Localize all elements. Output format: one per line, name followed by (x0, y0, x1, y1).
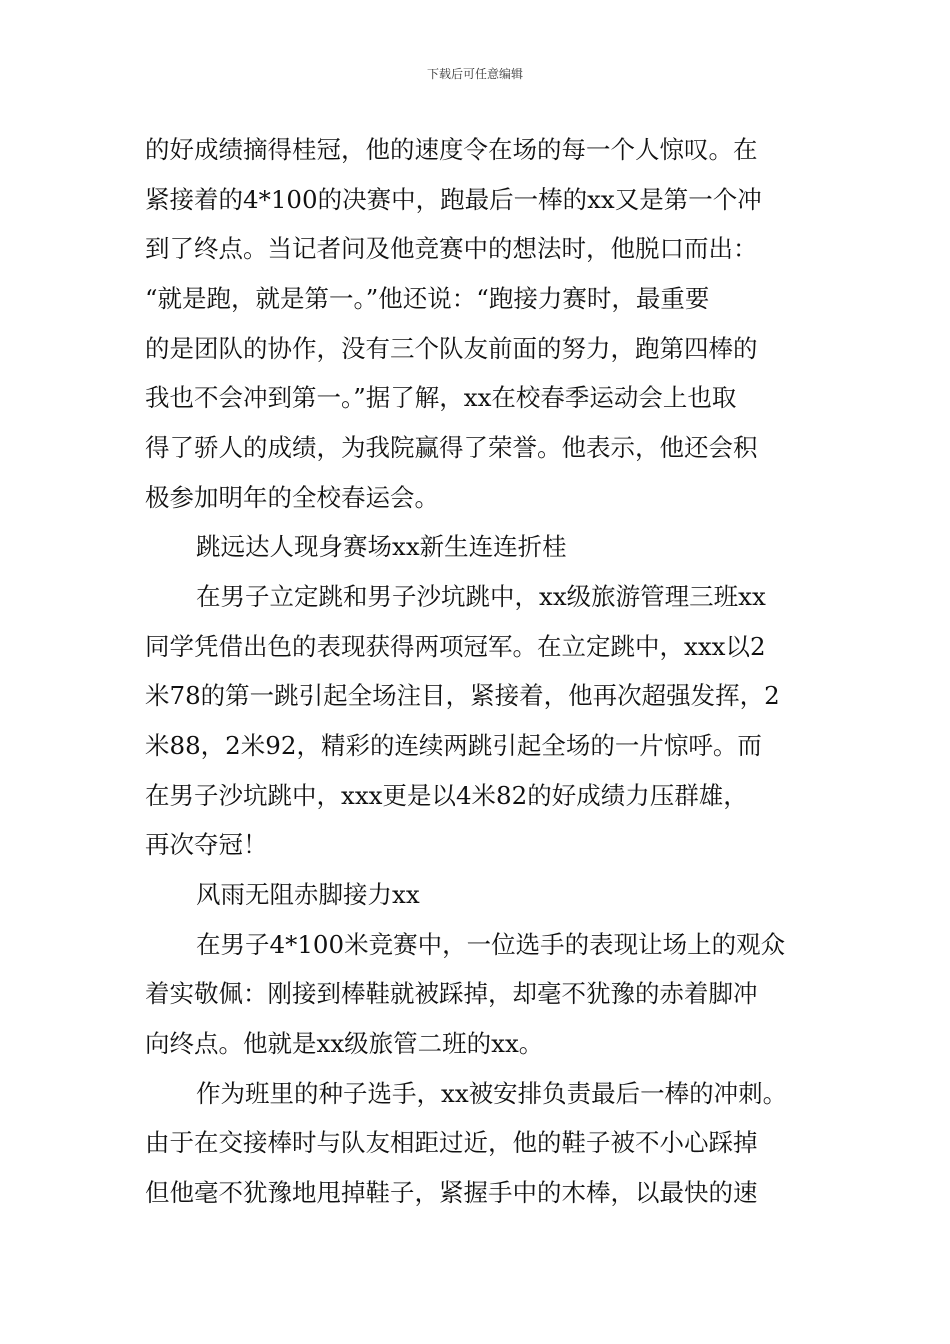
text-line: 极参加明年的全校春运会。 (145, 483, 439, 512)
text-line: 但他毫不犹豫地甩掉鞋子，紧握手中的木棒，以最快的速 (145, 1178, 758, 1207)
text-line: 在男子立定跳和男子沙坑跳中，xx级旅游管理三班xx (196, 582, 766, 611)
text-line: 在男子4*100米竞赛中，一位选手的表现让场上的观众 (196, 930, 786, 959)
text-line: “就是跑，就是第一。”他还说：“跑接力赛时，最重要 (145, 284, 710, 313)
section-heading: 风雨无阻赤脚接力xx (196, 880, 420, 909)
text-line: 再次夺冠！ (145, 830, 268, 859)
text-line: 我也不会冲到第一。”据了解，xx在校春季运动会上也取 (145, 383, 737, 412)
text-line: 到了终点。当记者问及他竞赛中的想法时，他脱口而出： (145, 234, 758, 263)
text-line: 米78的第一跳引起全场注目，紧接着，他再次超强发挥，2 (145, 681, 780, 710)
text-line: 得了骄人的成绩，为我院赢得了荣誉。他表示，他还会积 (145, 433, 758, 462)
text-line: 米88，2米92，精彩的连续两跳引起全场的一片惊呼。而 (145, 731, 762, 760)
text-line: 由于在交接棒时与队友相距过近，他的鞋子被不小心踩掉 (145, 1128, 758, 1157)
text-line: 的好成绩摘得桂冠，他的速度令在场的每一个人惊叹。在 (145, 135, 758, 164)
text-line: 的是团队的协作，没有三个队友前面的努力，跑第四棒的 (145, 334, 758, 363)
text-line: 紧接着的4*100的决赛中，跑最后一棒的xx又是第一个冲 (145, 185, 762, 214)
text-line: 向终点。他就是xx级旅管二班的xx。 (145, 1029, 544, 1058)
text-line: 作为班里的种子选手，xx被安排负责最后一棒的冲刺。 (196, 1079, 788, 1108)
section-heading: 跳远达人现身赛场xx新生连连折桂 (196, 532, 567, 561)
page-header: 下载后可任意编辑 (426, 67, 523, 81)
text-line: 着实敬佩：刚接到棒鞋就被踩掉，却毫不犹豫的赤着脚冲 (145, 979, 758, 1008)
text-line: 在男子沙坑跳中，xxx更是以4米82的好成绩力压群雄， (145, 781, 748, 810)
text-line: 同学凭借出色的表现获得两项冠军。在立定跳中，xxx以2 (145, 632, 766, 661)
